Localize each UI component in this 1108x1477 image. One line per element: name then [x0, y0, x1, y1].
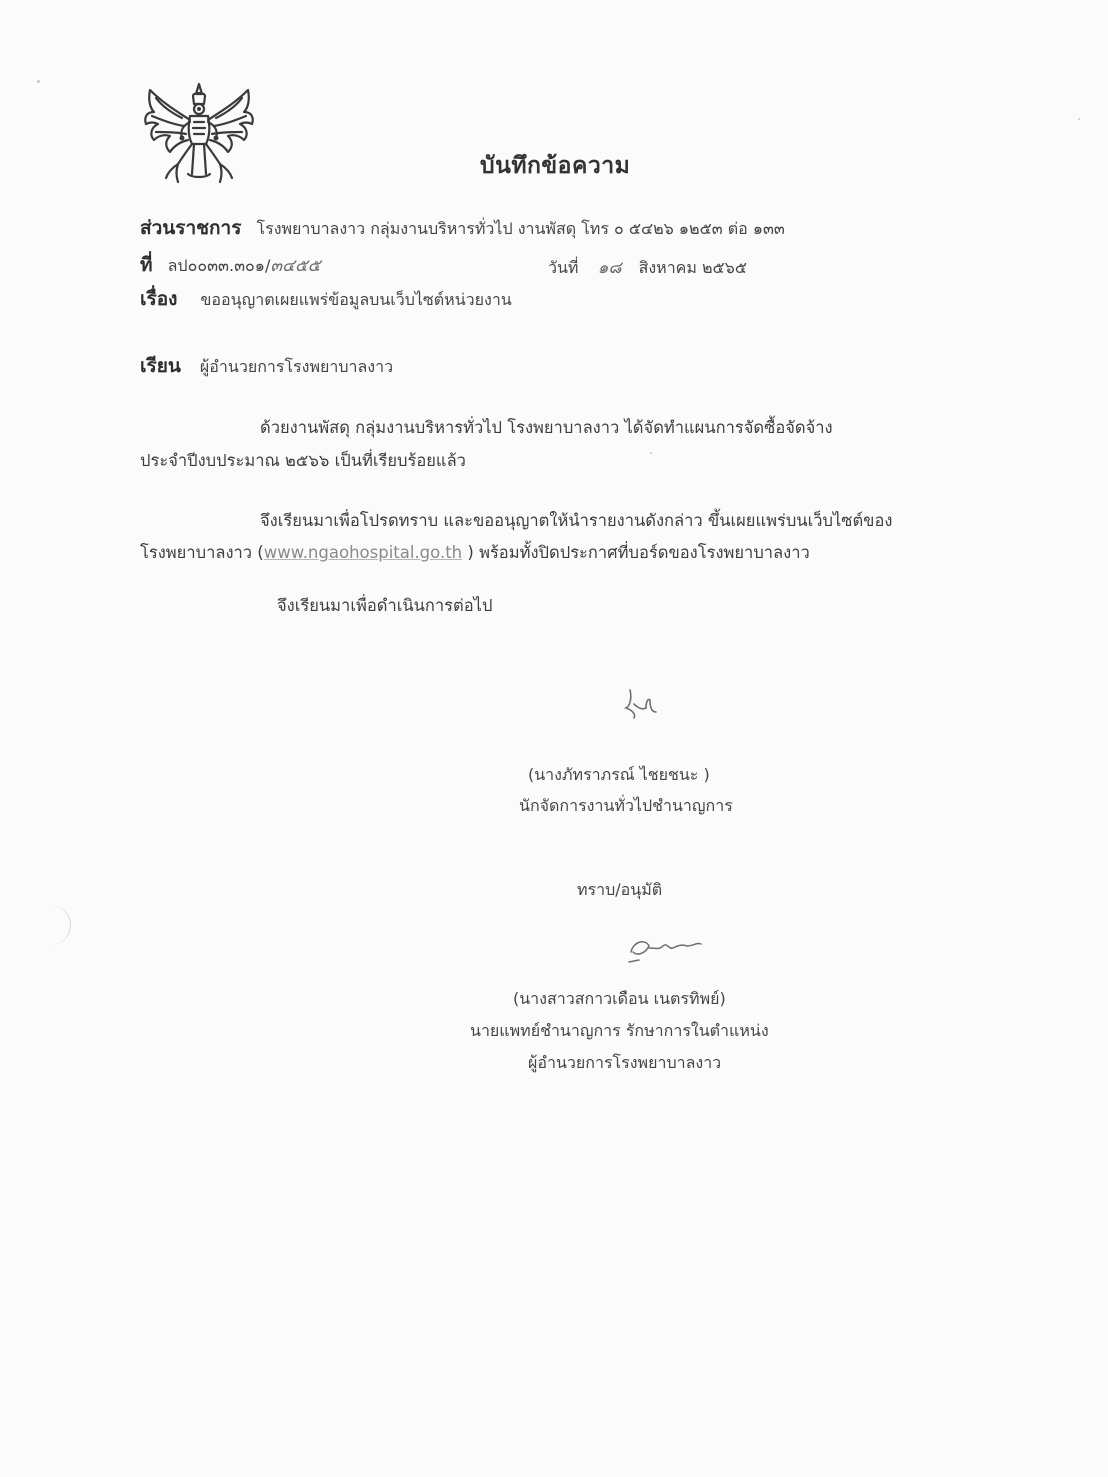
department-row	[140, 213, 785, 243]
addressee-label: เรียน	[140, 355, 181, 377]
garuda-emblem-icon	[138, 82, 260, 186]
subject-row	[140, 284, 512, 314]
paragraph-1-line-1: ด้วยงานพัสดุ กลุ่มงานบริหารทั่วไป โรงพยาบาลงาว ได้จัดทำแผนการจัดซื้อจัดจ้าง	[260, 418, 833, 437]
date-day-handwritten: ๑๘	[597, 258, 622, 278]
signer-2-position-line-1: นายแพทย์ชำนาญการ รักษาการในตำแหน่ง	[470, 1021, 769, 1040]
reference-label: ที่	[140, 254, 153, 276]
date-month-year: สิงหาคม ๒๕๖๕	[638, 258, 747, 277]
scan-speck	[37, 80, 40, 83]
scan-artifact	[44, 905, 71, 945]
subject-label: เรื่อง	[140, 288, 178, 310]
subject-value: ขออนุญาตเผยแพร่ข้อมูลบนเว็บไซต์หน่วยงาน	[200, 290, 512, 309]
signature-1-handwritten	[622, 684, 670, 724]
addressee-row	[140, 351, 393, 381]
signature-2-handwritten	[625, 932, 705, 966]
signer-1-position: นักจัดการงานทั่วไปชำนาญการ	[519, 796, 733, 815]
paragraph-1-line-2: ประจำปีงบประมาณ ๒๕๖๖ เป็นที่เรียบร้อยแล้ว	[140, 451, 466, 470]
scan-speck	[1078, 118, 1080, 120]
paragraph-2-line-2-prefix: โรงพยาบาลงาว (	[140, 543, 264, 562]
hospital-website-link[interactable]: www.ngaohospital.go.th	[263, 543, 463, 562]
paragraph-2-line-2-suffix: ) พร้อมทั้งปิดประกาศที่บอร์ดของโรงพยาบาลงาว	[462, 543, 810, 562]
scan-speck	[650, 452, 652, 454]
reference-row	[140, 250, 321, 280]
memo-title: บันทึกข้อความ	[480, 153, 631, 179]
reference-number: ลป๐๐๓๓.๓๐๑/	[167, 256, 271, 275]
date-row	[548, 254, 747, 281]
signer-1-name: (นางภัทราภรณ์ ไชยชนะ )	[528, 765, 710, 784]
signer-2-position-line-2: ผู้อำนวยการโรงพยาบาลงาว	[528, 1053, 722, 1072]
department-label: ส่วนราชการ	[140, 217, 242, 239]
approval-text: ทราบ/อนุมัติ	[577, 880, 663, 899]
addressee-value: ผู้อำนวยการโรงพยาบาลงาว	[199, 357, 394, 376]
paragraph-2-line-1: จึงเรียนมาเพื่อโปรดทราบ และขออนุญาตให้นำรายงานดังกล่าว ขึ้นเผยแพร่บนเว็บไซต์ของ	[260, 511, 893, 530]
date-label: วันที่	[548, 258, 579, 277]
paragraph-2-line-2	[140, 545, 810, 562]
signer-2-name: (นางสาวสกาวเดือน เนตรทิพย์)	[513, 989, 726, 1008]
department-value: โรงพยาบาลงาว กลุ่มงานบริหารทั่วไป งานพัสดุ โทร ๐ ๕๔๒๖ ๑๒๕๓ ต่อ ๑๓๓	[256, 219, 785, 238]
paragraph-3: จึงเรียนมาเพื่อดำเนินการต่อไป	[277, 596, 493, 615]
reference-handwritten-number: ๓๔๕๕	[270, 256, 321, 276]
